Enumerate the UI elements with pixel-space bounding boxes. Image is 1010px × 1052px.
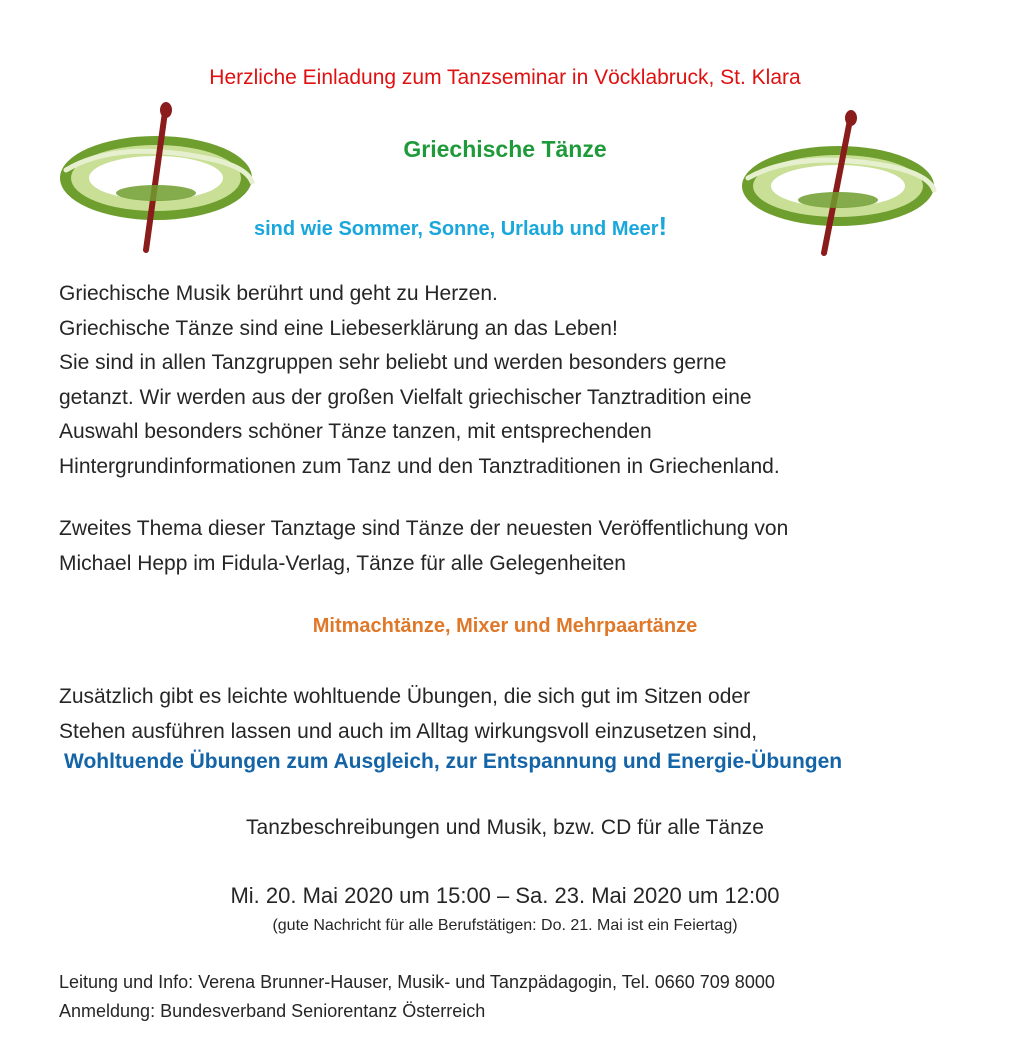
- holiday-note: (gute Nachricht für alle Berufstätigen: Do. 21. Mai ist ein Feiertag): [272, 917, 738, 934]
- contact-registration: Anmeldung: Bundesverband Seniorentanz Österreich: [59, 1001, 486, 1021]
- material-info: Tanzbeschreibungen und Musik, bzw. CD für alle Tänze: [246, 816, 764, 839]
- subtitle-text: sind wie Sommer, Sonne, Urlaub und Meer: [254, 218, 659, 240]
- intro-line: Sie sind in allen Tanzgruppen sehr beliebt und werden besonders gerne: [59, 351, 727, 374]
- intro-line: Hintergrundinformationen zum Tanz und den Tanztraditionen in Griechenland.: [59, 454, 780, 478]
- dances-highlight: Mitmachtänze, Mixer und Mehrpaartänze: [312, 615, 698, 637]
- intro-paragraph: [59, 277, 959, 484]
- intro-line: getanzt. Wir werden aus der großen Vielfalt griechischer Tanztradition eine: [59, 385, 752, 409]
- second-theme-line: Zweites Thema dieser Tanztage sind Tänze der neuesten Veröffentlichung von: [59, 517, 789, 540]
- left-ring-baton-icon: [56, 100, 258, 255]
- intro-line: Auswahl besonders schöner Tänze tanzen, mit entsprechenden: [59, 420, 652, 443]
- subtitle: [254, 211, 667, 242]
- contact-lead: Leitung und Info: Verena Brunner-Hauser, Musik- und Tanzpädagogin, Tel. 0660 709 8000: [59, 972, 775, 992]
- event-dates: Mi. 20. Mai 2020 um 15:00 – Sa. 23. Mai 2020 um 12:00: [230, 883, 780, 908]
- right-ring-baton-icon: [738, 108, 940, 258]
- intro-line: Griechische Tänze sind eine Liebeserklärung an das Leben!: [59, 316, 618, 340]
- second-theme-paragraph: [59, 512, 959, 581]
- ring-front: [798, 192, 878, 208]
- intro-line: Griechische Musik berührt und geht zu Herzen.: [59, 282, 498, 305]
- subtitle-exclamation: !: [658, 211, 668, 241]
- extra-line: Zusätzlich gibt es leichte wohltuende Übungen, die sich gut im Sitzen oder: [59, 685, 751, 708]
- second-theme-line: Michael Hepp im Fidula-Verlag, Tänze für alle Gelegenheiten: [59, 551, 626, 575]
- extra-paragraph: [59, 680, 959, 749]
- invitation-heading: Herzliche Einladung zum Tanzseminar in Vöcklabruck, St. Klara: [209, 66, 801, 89]
- page-title: Griechische Tänze: [403, 136, 607, 162]
- baton-tip: [845, 110, 857, 126]
- ring-front: [116, 185, 196, 201]
- extra-line: Stehen ausführen lassen und auch im Alltag wirkungsvoll einzusetzen sind,: [59, 719, 758, 743]
- exercises-highlight: Wohltuende Übungen zum Ausgleich, zur Entspannung und Energie-Übungen: [64, 750, 843, 773]
- baton-tip: [160, 102, 172, 118]
